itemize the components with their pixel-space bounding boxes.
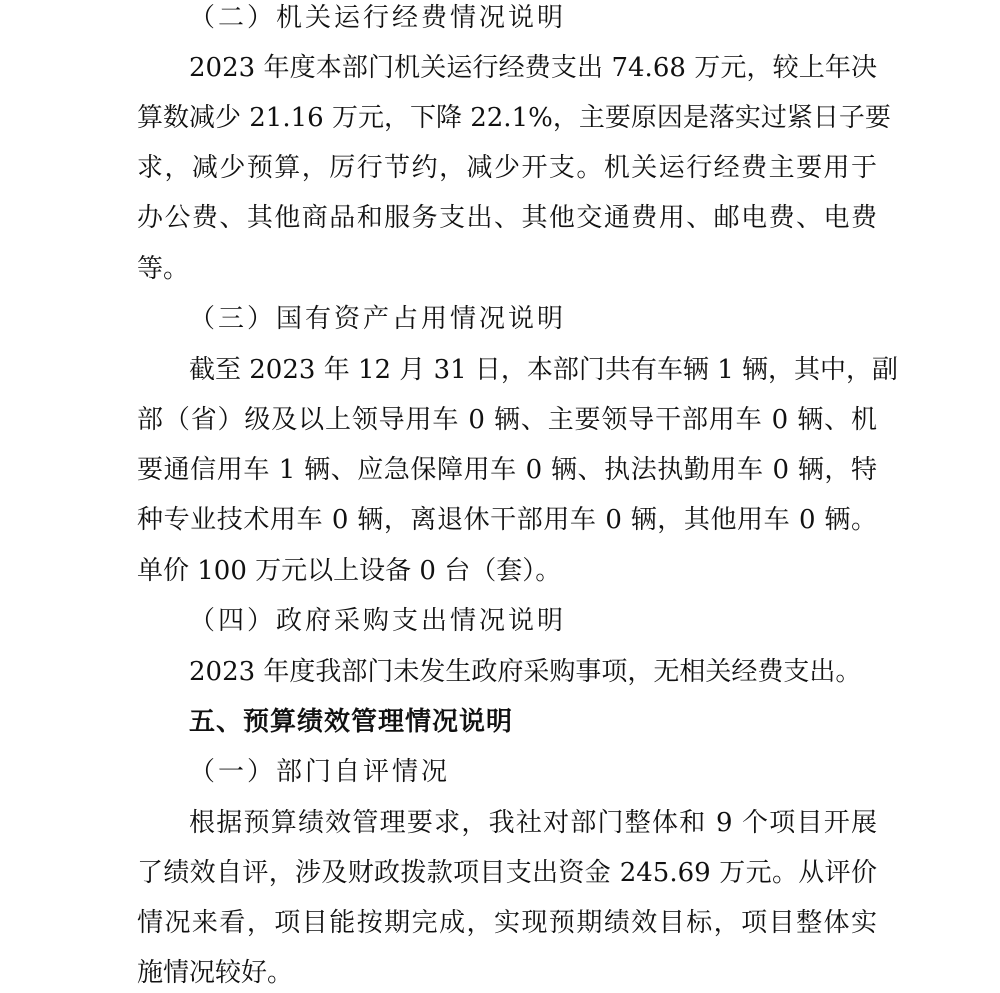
section-heading-government-procurement: （四）政府采购支出情况说明: [189, 606, 567, 636]
paragraph-line: 根据预算绩效管理要求，我社对部门整体和 9 个项目开展: [189, 808, 877, 838]
paragraph-line: 单价 100 万元以上设备 0 台（套）。: [137, 556, 562, 586]
paragraph-line: 求，减少预算，厉行节约，减少开支。机关运行经费主要用于: [137, 153, 877, 183]
paragraph-line: 截至 2023 年 12 月 31 日，本部门共有车辆 1 辆，其中，副: [189, 355, 898, 385]
paragraph-line: 办公费、其他商品和服务支出、其他交通费用、邮电费、电费: [137, 203, 877, 233]
paragraph-line: 种专业技术用车 0 辆，离退休干部用车 0 辆，其他用车 0 辆。: [137, 505, 877, 535]
section-heading-operating-expenses: （二）机关运行经费情况说明: [189, 3, 567, 33]
paragraph-line: 要通信用车 1 辆、应急保障用车 0 辆、执法执勤用车 0 辆，特: [137, 455, 877, 485]
paragraph-line: 等。: [137, 254, 190, 284]
paragraph-line: 2023 年度我部门未发生政府采购事项，无相关经费支出。: [189, 657, 862, 687]
section-heading-state-assets: （三）国有资产占用情况说明: [189, 304, 567, 334]
paragraph-line: 2023 年度本部门机关运行经费支出 74.68 万元，较上年决: [189, 53, 877, 83]
paragraph-line: 部（省）级及以上领导用车 0 辆、主要领导干部用车 0 辆、机: [137, 405, 877, 435]
section-heading-self-evaluation: （一）部门自评情况: [189, 757, 451, 787]
paragraph-line: 施情况较好。: [137, 958, 294, 988]
main-heading-budget-performance: 五、预算绩效管理情况说明: [189, 707, 514, 737]
paragraph-line: 了绩效自评，涉及财政拨款项目支出资金 245.69 万元。从评价: [137, 858, 877, 888]
paragraph-line: 算数减少 21.16 万元，下降 22.1%，主要原因是落实过紧日子要: [137, 103, 891, 133]
paragraph-line: 情况来看，项目能按期完成，实现预期绩效目标，项目整体实: [137, 908, 877, 938]
